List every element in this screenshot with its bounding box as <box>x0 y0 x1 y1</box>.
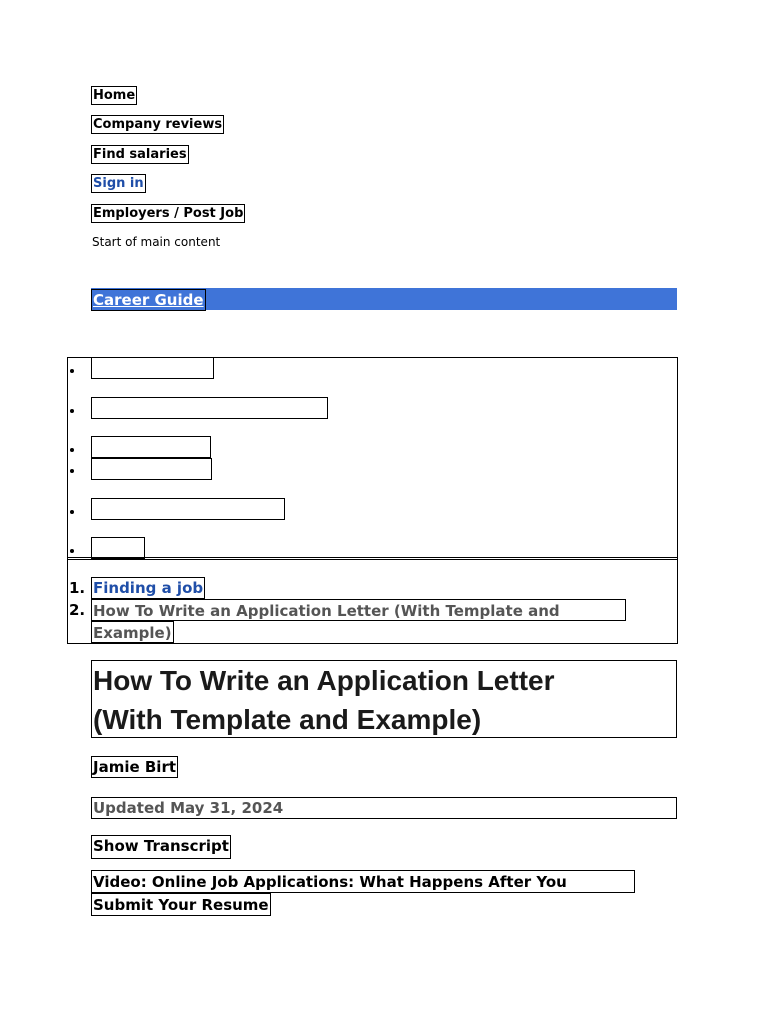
breadcrumb-number: 1. <box>69 579 86 597</box>
list-bullet <box>70 510 74 514</box>
nav-find-salaries-link[interactable]: Find salaries <box>93 147 187 162</box>
nav-home-link[interactable]: Home <box>93 88 136 103</box>
video-title: Video: Online Job Applications: What Happens After You <box>91 870 635 893</box>
career-guide-link[interactable]: Career Guide <box>93 291 204 309</box>
list-bullet <box>70 469 74 473</box>
menu-link-empty[interactable] <box>91 458 212 480</box>
page-title-line: How To Write an Application Letter <box>93 665 555 696</box>
menu-link-empty[interactable] <box>91 357 214 379</box>
nav-employers-link[interactable]: Employers / Post Job <box>93 206 244 221</box>
breadcrumb-current-page: How To Write an Application Letter (With Template and <box>91 599 626 621</box>
nav-sign-in-link[interactable]: Sign in <box>93 176 144 191</box>
video-title-cont: Submit Your Resume <box>91 893 271 916</box>
page-title <box>91 660 677 738</box>
breadcrumb-number: 2. <box>69 601 86 619</box>
page-title-line: (With Template and Example) <box>93 704 482 735</box>
skip-to-main-text: Start of main content <box>92 235 221 249</box>
list-bullet <box>70 409 74 413</box>
divider <box>67 559 678 560</box>
divider <box>67 557 678 558</box>
menu-link-empty[interactable] <box>91 436 211 458</box>
show-transcript-button[interactable]: Show Transcript <box>91 835 231 859</box>
updated-date: Updated May 31, 2024 <box>91 797 677 819</box>
menu-link-empty[interactable] <box>91 397 328 419</box>
menu-link-empty[interactable] <box>91 537 145 559</box>
list-bullet <box>70 448 74 452</box>
list-bullet <box>70 369 74 373</box>
breadcrumb-current-page-cont: Example) <box>91 621 174 643</box>
nav-company-reviews-link[interactable]: Company reviews <box>93 117 223 132</box>
breadcrumb-finding-a-job-link[interactable]: Finding a job <box>93 579 204 597</box>
author-link[interactable]: Jamie Birt <box>93 758 177 776</box>
menu-link-empty[interactable] <box>91 498 285 520</box>
list-bullet <box>70 549 74 553</box>
